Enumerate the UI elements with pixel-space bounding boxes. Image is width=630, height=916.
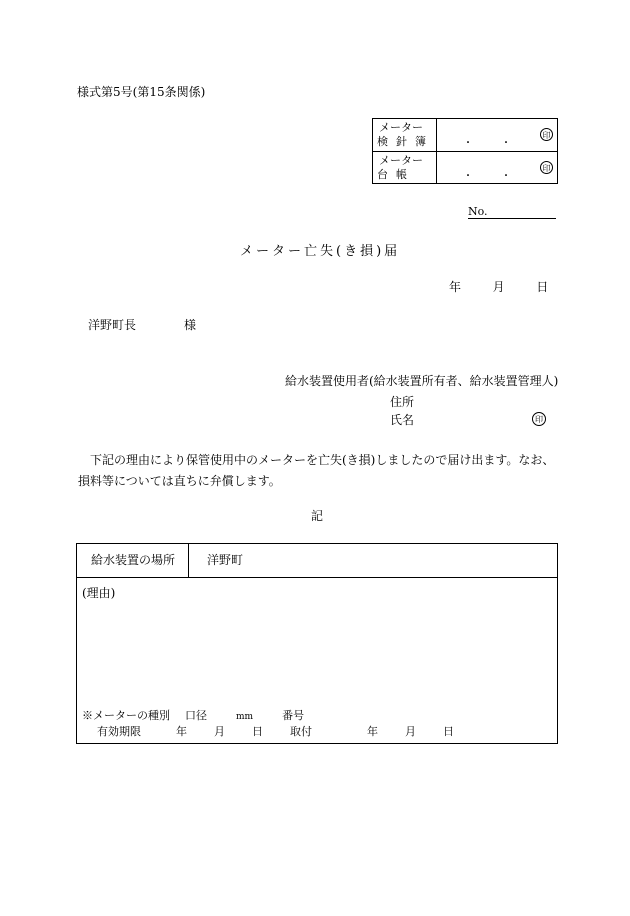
submission-date[interactable] — [449, 281, 548, 293]
applicant-title: 給水装置使用者(給水装置所有者、給水装置管理人) — [285, 374, 559, 388]
document-number-label: No. — [468, 205, 488, 218]
document-title: メーター亡失(き損)届 — [240, 244, 401, 259]
date-month: 月 — [492, 280, 505, 294]
location-value[interactable]: 洋野町 — [207, 553, 244, 567]
location-label: 給水装置の場所 — [77, 544, 189, 577]
stamp-label-line2: 検針簿 — [377, 135, 434, 148]
applicant-address-label: 住所 — [390, 395, 415, 409]
applicant-name-label: 氏名 — [390, 413, 415, 427]
stamp-row-meter-reading-book — [373, 119, 557, 152]
stamp-label-line1: メーター — [379, 154, 423, 167]
date-year: 年 — [449, 280, 462, 294]
stamp-date: ・・ — [463, 171, 539, 182]
meter-validity-line — [97, 726, 454, 737]
install-label: 取付 — [290, 725, 312, 738]
ki-heading: 記 — [311, 509, 324, 523]
install-year: 年 — [367, 725, 378, 738]
stamp-box — [372, 118, 558, 184]
reason-label: (理由) — [82, 586, 116, 600]
date-day: 日 — [536, 280, 549, 294]
stamp-label — [373, 152, 437, 184]
meter-type-label: ※メーターの種別 — [82, 709, 170, 722]
validity-month: 月 — [214, 725, 225, 738]
document-number-field[interactable] — [468, 218, 556, 219]
seal-icon: 印 — [540, 128, 553, 141]
stamp-label — [373, 119, 437, 151]
stamp-row-meter-ledger — [373, 152, 557, 184]
addressee — [88, 319, 196, 331]
meter-diameter-label: 口径 — [185, 709, 207, 722]
addressee-name: 洋野町長 — [88, 318, 137, 332]
stamp-label-line2: 台帳 — [377, 168, 415, 181]
seal-icon: 印 — [532, 412, 546, 426]
meter-number-label: 番号 — [282, 709, 305, 722]
addressee-honorific: 様 — [184, 318, 197, 332]
validity-label: 有効期限 — [97, 725, 141, 738]
meter-info-line — [82, 710, 304, 722]
meter-diameter-unit: mm — [236, 712, 254, 722]
form-number: 様式第5号(第15条関係) — [77, 85, 206, 99]
validity-year: 年 — [176, 725, 187, 738]
stamp-date: ・・ — [463, 138, 539, 149]
details-table — [76, 543, 558, 744]
location-row — [77, 544, 557, 578]
declaration-text: 下記の理由により保管使用中のメーターを亡失(き損)しましたので届け出ます。なお、損料等については直ちに弁償します。 — [78, 453, 555, 488]
stamp-label-line1: メーター — [379, 121, 423, 134]
install-day: 日 — [443, 725, 454, 738]
seal-icon: 印 — [540, 161, 553, 174]
install-month: 月 — [405, 725, 416, 738]
validity-day: 日 — [252, 725, 263, 738]
